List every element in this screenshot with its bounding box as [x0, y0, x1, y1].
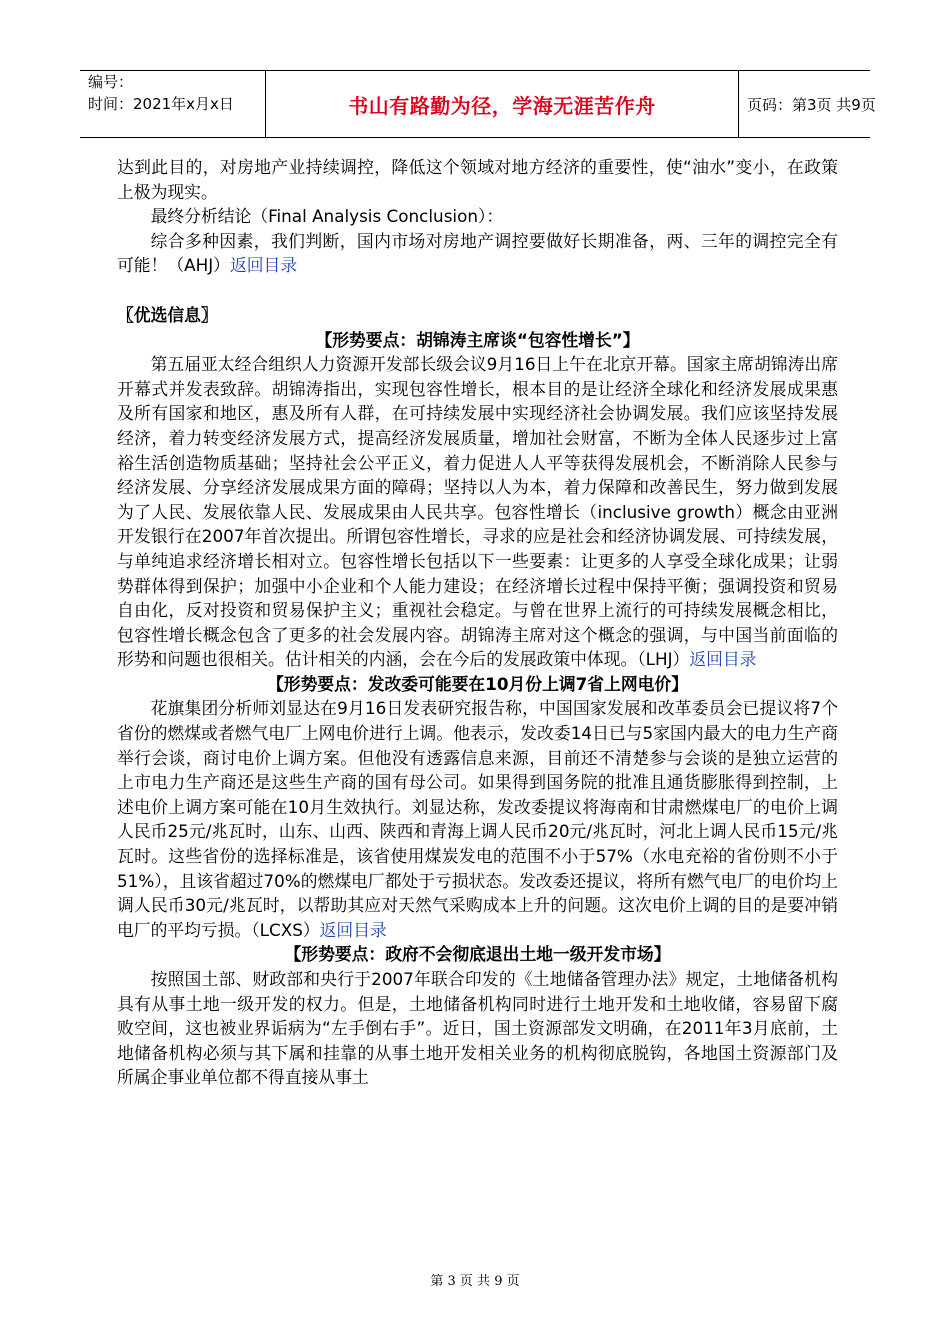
- page-footer: 第 3 页 共 9 页: [430, 1274, 520, 1289]
- paragraph: [117, 967, 838, 1090]
- document-date: 时间：2021年x月x日: [88, 95, 234, 113]
- paragraph-text: 【形势要点：政府不会彻底退出土地一级开发市场】: [284, 944, 671, 965]
- paragraph-text: 【形势要点：胡锦涛主席谈“包容性增长”】: [315, 329, 640, 350]
- back-to-toc-link[interactable]: 返回目录: [229, 255, 298, 276]
- paragraph: [117, 229, 838, 278]
- back-to-toc-link[interactable]: 返回目录: [319, 919, 387, 940]
- paragraph-text: 【形势要点：发改委可能要在10月份上调7省上网电价】: [267, 673, 688, 694]
- paragraph-text: 综合多种因素，我们判断，国内市场对房地产调控要做好长期准备，两、三年的调控完全有可能！（AHJ）: [117, 230, 838, 276]
- paragraph-text: 花旗集团分析师刘显达在9月16日发表研究报告称，中国国家发展和改革委员会已提议将7个省份的燃煤或者燃气电厂上网电价进行上调。他表示，发改委14日已与5家国内最大的电力生产商举行会谈，商讨电价上调方案。但他没有透露信息来源，目前还不清楚参与会谈的是独立运营的上市电力生产商还是这些生产商的国有母公司。如果得到国务院的批准且通货膨胀得到控制，上述电价上调方案可能在10月生效执行。刘显达称，发改委提议将海南和甘肃燃煤电厂的电价上调人民币25元/兆瓦时，山东、山西、陕西和青海上调人民币20元/兆瓦时，河北上调人民币15元/兆瓦时。这些省份的选择标准是，该省使用煤炭发电的范围不小于57%（水电充裕的省份则不小于51%），且该省超过70%的燃煤电厂都处于亏损状态。发改委还提议，将所有燃气电厂的电价均上调人民币30元/兆瓦时，以帮助其应对天然气采购成本上升的问题。这次电价上调的目的是要冲销电厂的平均亏损。（LCXS）: [117, 698, 838, 940]
- page-header: [80, 70, 876, 138]
- paragraph-text: 按照国土部、财政部和央行于2007年联合印发的《土地储备管理办法》规定，土地储备机构具有从事土地一级开发的权力。但是，土地储备机构同时进行土地开发和土地收储，容易留下腐败空间，这也被业界诟病为“左手倒右手”。近日，国土资源部发文明确，在2011年3月底前，土地储备机构必须与其下属和挂靠的从事土地开发相关业务的机构彻底脱钩，各地国土资源部门及所属企事业单位都不得直接从事土: [117, 969, 838, 1088]
- section-heading: [117, 942, 838, 967]
- section-tag: [117, 303, 838, 328]
- paragraph: [117, 696, 838, 942]
- paragraph-text: 第五届亚太经合组织人力资源开发部长级会议9月16日上午在北京开幕。国家主席胡锦涛出席开幕式并发表致辞。胡锦涛指出，实现包容性增长，根本目的是让经济全球化和经济发展成果惠及所有国家和地区，惠及所有人群，在可持续发展中实现经济社会协调发展。我们应该坚持发展经济，着力转变经济发展方式，提高经济发展质量，增加社会财富，不断为全体人民逐步过上富裕生活创造物质基础；坚持社会公平正义，着力促进人人平等获得发展机会，不断消除人民参与经济发展、分享经济发展成果方面的障碍；坚持以人为本，着力保障和改善民生，努力做到发展为了人民、发展依靠人民、发展成果由人民共享。包容性增长（inclusive growth）概念由亚洲开发银行在2007年首次提出。所谓包容性增长，寻求的应是社会和经济协调发展、可持续发展，与单纯追求经济增长相对立。包容性增长包括以下一些要素：让更多的人享受全球化成果；让弱势群体得到保护；加强中小企业和个人能力建设；在经济增长过程中保持平衡；强调投资和贸易自由化，反对投资和贸易保护主义；重视社会稳定。与曾在世界上流行的可持续发展概念相比，包容性增长概念包含了更多的社会发展内容。胡锦涛主席对这个概念的强调，与中国当前面临的形势和问题也很相关。估计相关的内涵，会在今后的发展政策中体现。（LHJ）: [117, 354, 838, 670]
- document-number: 编号：: [88, 73, 134, 91]
- paragraph-text: 〖优选信息〗: [117, 304, 218, 325]
- paragraph-text: 最终分析结论（Final Analysis Conclusion）：: [150, 206, 504, 227]
- header-page-number: 页码：第3页 共9页: [747, 95, 876, 114]
- paragraph: [117, 204, 838, 229]
- paragraph: [117, 352, 838, 672]
- section-heading: [117, 328, 838, 353]
- header-motto: 书山有路勤为径，学海无涯苦作舟: [265, 71, 739, 137]
- paragraph: [117, 155, 838, 204]
- section-heading: [117, 672, 838, 697]
- header-meta: [80, 71, 265, 137]
- paragraph-text: 达到此目的，对房地产业持续调控，降低这个领域对地方经济的重要性，使“油水”变小，在政策上极为现实。: [117, 157, 839, 202]
- back-to-toc-link[interactable]: 返回目录: [689, 649, 757, 670]
- document-body: [117, 155, 838, 1090]
- paragraph-spacer: [117, 278, 838, 303]
